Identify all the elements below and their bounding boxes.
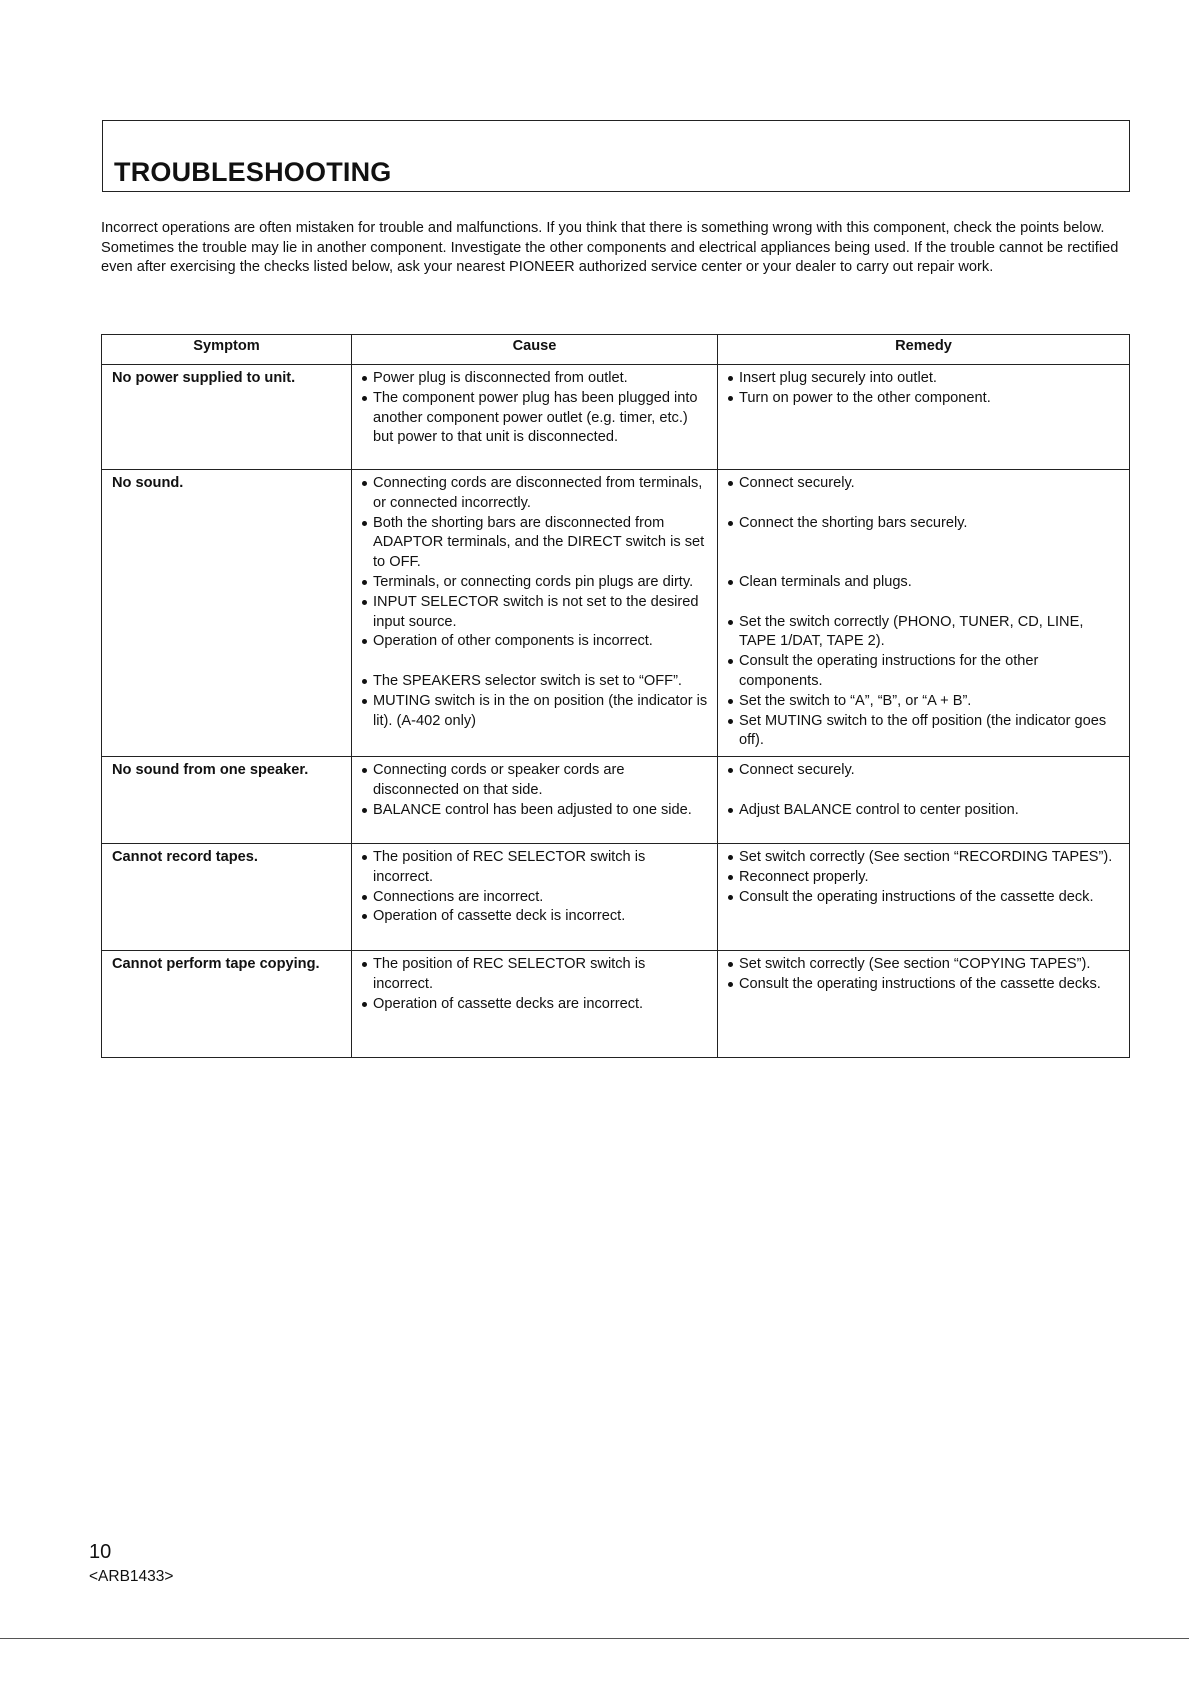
page-title: TROUBLESHOOTING [114,157,392,187]
remedy-item: Reconnect properly. [728,868,1121,888]
document-code: <ARB1433> [89,1568,174,1585]
remedy-cell [718,365,1130,470]
remedy-item: Set the switch correctly (PHONO, TUNER, CD, LINE, TAPE 1/DAT, TAPE 2). [728,613,1121,653]
remedy-item: Connect securely. [728,761,1121,781]
title-box [102,120,1130,192]
remedy-item: Set switch correctly (See section “RECORDING TAPES”). [728,848,1121,868]
cause-item: BALANCE control has been adjusted to one side. [362,801,709,821]
cause-cell [352,951,718,1058]
remedy-cell [718,470,1130,757]
cause-item: Operation of cassette decks are incorrect. [362,995,709,1015]
table-header-row [102,335,1130,365]
remedy-item: Clean terminals and plugs. [728,573,1121,593]
remedy-item: Connect the shorting bars securely. [728,514,1121,534]
cause-item: MUTING switch is in the on position (the indicator is lit). (A-402 only) [362,692,709,732]
troubleshooting-table [101,334,1130,1058]
remedy-cell [718,951,1130,1058]
cause-cell [352,365,718,470]
cause-item: Operation of cassette deck is incorrect. [362,907,709,927]
bottom-rule [0,1638,1189,1639]
table-row [102,757,1130,844]
remedy-header: Remedy [718,335,1130,365]
remedy-item: Insert plug securely into outlet. [728,369,1121,389]
table-row [102,951,1130,1058]
cause-item: The position of REC SELECTOR switch is incorrect. [362,955,709,995]
table-row [102,365,1130,470]
remedy-item: Adjust BALANCE control to center position. [728,801,1121,821]
remedy-cell [718,757,1130,844]
cause-header: Cause [352,335,718,365]
remedy-item: Turn on power to the other component. [728,389,1121,409]
cause-cell [352,470,718,757]
remedy-item: Connect securely. [728,474,1121,494]
symptom-cell: No sound from one speaker. [102,757,352,844]
symptom-cell: Cannot perform tape copying. [102,951,352,1058]
cause-cell [352,844,718,951]
cause-item: Power plug is disconnected from outlet. [362,369,709,389]
cause-item: The component power plug has been plugged into another component power outlet (e.g. timer, etc.) but power to that unit is disconnected. [362,389,709,448]
cause-item: Terminals, or connecting cords pin plugs are dirty. [362,573,709,593]
symptom-header: Symptom [102,335,352,365]
cause-item: The SPEAKERS selector switch is set to “OFF”. [362,672,709,692]
cause-item: INPUT SELECTOR switch is not set to the desired input source. [362,593,709,633]
remedy-item: Set MUTING switch to the off position (the indicator goes off). [728,712,1121,752]
intro-paragraph: Incorrect operations are often mistaken for trouble and malfunctions. If you think that there is something wrong with this component, check the points below. Sometimes the trouble may lie in another component. Investigate the other components and electrical appliances being used. If the trouble cannot be rectified even after exercising the checks listed below, ask your nearest PIONEER authorized service center or your dealer to carry out repair work. [101,220,1119,276]
remedy-item: Consult the operating instructions of the cassette decks. [728,975,1121,995]
cause-cell [352,757,718,844]
symptom-cell: Cannot record tapes. [102,844,352,951]
cause-item: The position of REC SELECTOR switch is incorrect. [362,848,709,888]
remedy-item: Set switch correctly (See section “COPYING TAPES”). [728,955,1121,975]
remedy-item: Consult the operating instructions for the other components. [728,652,1121,692]
cause-item: Operation of other components is incorrect. [362,632,709,652]
cause-item: Connecting cords or speaker cords are disconnected on that side. [362,761,709,801]
cause-item: Connections are incorrect. [362,888,709,908]
remedy-item: Consult the operating instructions of the cassette deck. [728,888,1121,908]
table-row [102,844,1130,951]
cause-item: Both the shorting bars are disconnected from ADAPTOR terminals, and the DIRECT switch is set to OFF. [362,514,709,573]
page-number: 10 [89,1541,112,1563]
cause-item: Connecting cords are disconnected from terminals, or connected incorrectly. [362,474,709,514]
symptom-cell: No sound. [102,470,352,757]
remedy-item: Set the switch to “A”, “B”, or “A + B”. [728,692,1121,712]
table-row [102,470,1130,757]
symptom-cell: No power supplied to unit. [102,365,352,470]
remedy-cell [718,844,1130,951]
